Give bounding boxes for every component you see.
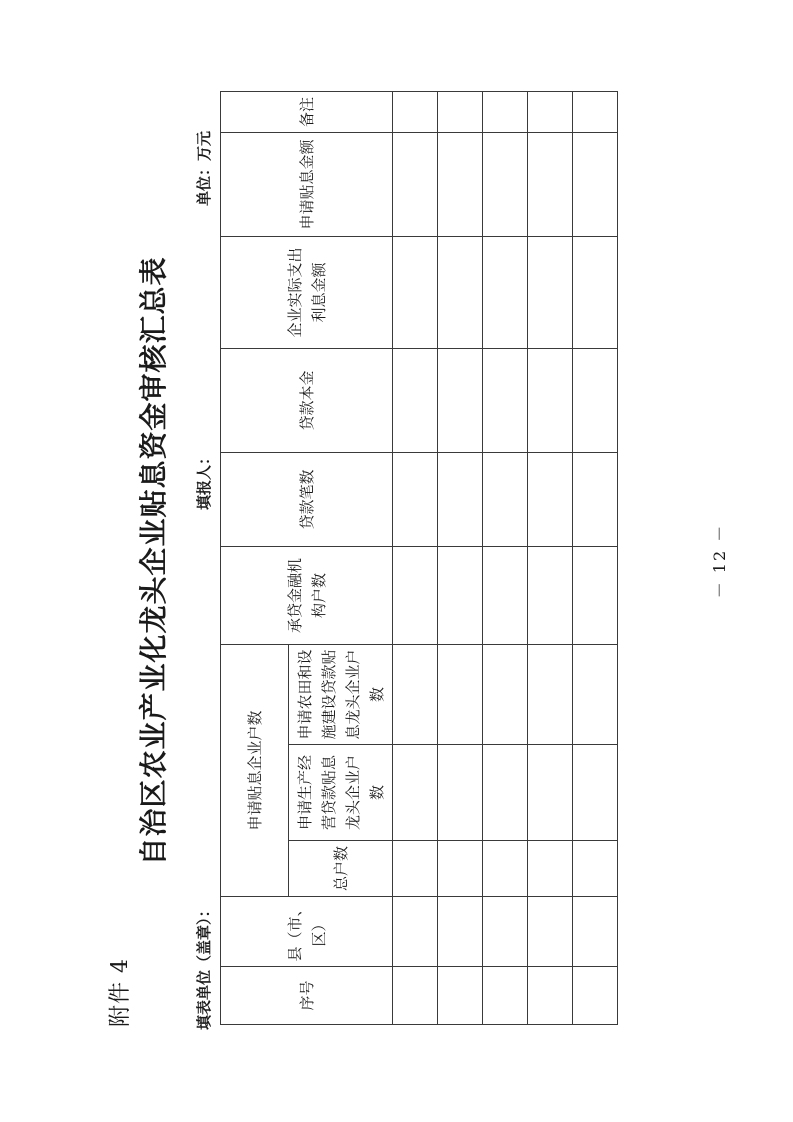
header-county: 县（市、区）: [221, 897, 393, 967]
header-subsidy-amount: 申请贴息金额: [221, 132, 393, 236]
table-row: [438, 91, 483, 1024]
attachment-label: 附件 4: [108, 958, 133, 1027]
header-interest-paid: 企业实际支出利息金额: [221, 236, 393, 348]
header-serial: 序号: [221, 967, 393, 1025]
page-number: － 12 －: [710, 523, 729, 599]
fill-unit-label: 填表单位（盖章）：: [195, 902, 213, 1030]
table-row: [528, 91, 573, 1024]
reporter-label: 填报人：: [195, 449, 213, 510]
header-loan-count: 贷款笔数: [221, 452, 393, 546]
header-row-1: [221, 91, 289, 1024]
table-row: [573, 91, 618, 1024]
header-production-loans: 申请生产经营贷款贴息龙头企业户数: [289, 745, 393, 841]
document-title: 自治区农业产业化龙头企业贴息资金审核汇总表: [137, 256, 170, 866]
header-lender-count: 承贷金融机构户数: [221, 546, 393, 644]
header-remarks: 备注: [221, 91, 393, 132]
table-row: [483, 91, 528, 1024]
header-farmland-loans: 申请农田和设施建设贷款贴息龙头企业户数: [289, 644, 393, 744]
summary-table: [220, 91, 618, 1025]
table-row: [393, 91, 438, 1024]
header-total: 总户数: [289, 841, 393, 897]
header-principal: 贷款本金: [221, 348, 393, 452]
unit-label: 单位：万元: [195, 130, 213, 206]
header-applicant-group: 申请贴息企业户数: [221, 644, 289, 896]
